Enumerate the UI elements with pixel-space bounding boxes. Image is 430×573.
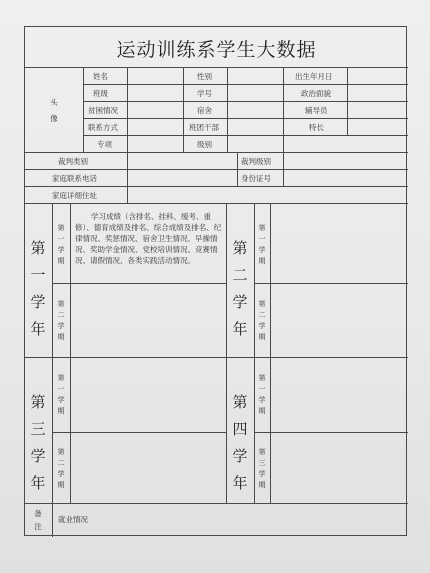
semester-label: 第 一 学 期	[57, 224, 65, 265]
rule	[270, 203, 271, 503]
rule	[25, 152, 408, 153]
label-poverty: 贫困情况	[88, 106, 118, 115]
rule	[254, 203, 255, 503]
label-contact: 联系方式	[88, 123, 118, 132]
semester-label: 第 三 学 期	[258, 448, 266, 489]
semester-label: 第 一 学 期	[57, 374, 65, 415]
rule	[254, 283, 408, 284]
photo-label: 头 像	[50, 98, 58, 123]
label-referee-level: 裁判级别	[241, 157, 271, 166]
rule	[227, 67, 228, 152]
label-dorm: 宿舍	[197, 106, 212, 115]
rule	[127, 67, 128, 152]
year-3-label: 第 三 学 年	[30, 393, 46, 492]
semester-label: 第 二 学 期	[57, 300, 65, 341]
label-gender: 性别	[197, 72, 212, 81]
rule	[283, 152, 284, 186]
rule	[52, 283, 226, 284]
instructions-text: 学习成绩（含排名、挂科、缓考、重修）、德育成绩及排名、综合成绩及排名、纪律情况、奖惩情况、宿舍卫生情况、早操情况、奖助学金情况、党校培训情况、竞赛情况、请假情况、各类实践活动情况。	[75, 212, 222, 265]
year-2-label: 第 二 学 年	[232, 239, 248, 338]
label-name: 姓名	[93, 72, 108, 81]
label-id-number: 身份证号	[241, 174, 271, 183]
rule	[52, 203, 53, 503]
label-family-address: 家庭详细住址	[52, 191, 97, 200]
form-title: 运动训练系学生大数据	[116, 39, 317, 61]
semester-label: 第 二 学 期	[258, 300, 266, 341]
student-data-form	[24, 26, 407, 536]
rule	[347, 67, 348, 135]
rule	[83, 101, 408, 102]
rule	[25, 169, 408, 170]
rule	[25, 503, 408, 504]
label-family-phone: 家庭联系电话	[52, 174, 97, 183]
employment-label: 就业情况	[58, 515, 88, 524]
label-class: 班级	[93, 89, 108, 98]
label-student-id: 学号	[197, 89, 212, 98]
year-1-label: 第 一 学 年	[30, 239, 46, 338]
rule	[283, 67, 284, 152]
rule	[25, 186, 408, 187]
rule	[127, 186, 128, 203]
rule	[237, 152, 238, 186]
rule	[127, 152, 128, 186]
label-major: 专项	[97, 140, 112, 149]
rule	[83, 135, 408, 136]
rule	[70, 203, 71, 503]
label-politics: 政治面貌	[301, 89, 331, 98]
rule	[83, 67, 84, 152]
rule	[25, 203, 408, 204]
rule	[52, 503, 53, 537]
semester-label: 第 一 学 期	[258, 224, 266, 265]
label-referee-type: 裁判类别	[58, 157, 88, 166]
label-cadre: 班团干部	[189, 123, 219, 132]
year-4-label: 第 四 学 年	[232, 393, 248, 492]
rule	[226, 203, 227, 503]
label-specialty: 特长	[309, 123, 324, 132]
remarks-label: 备 注	[34, 509, 42, 531]
label-counselor: 辅导员	[305, 106, 328, 115]
rule	[52, 432, 226, 433]
semester-label: 第 二 学 期	[57, 448, 65, 489]
rule	[83, 84, 408, 85]
rule	[83, 118, 408, 119]
semester-label: 第 一 学 期	[258, 374, 266, 415]
rule	[254, 432, 408, 433]
rule	[183, 67, 184, 152]
label-birth: 出生年月日	[295, 72, 333, 81]
label-level: 级别	[197, 140, 212, 149]
rule	[25, 357, 408, 358]
